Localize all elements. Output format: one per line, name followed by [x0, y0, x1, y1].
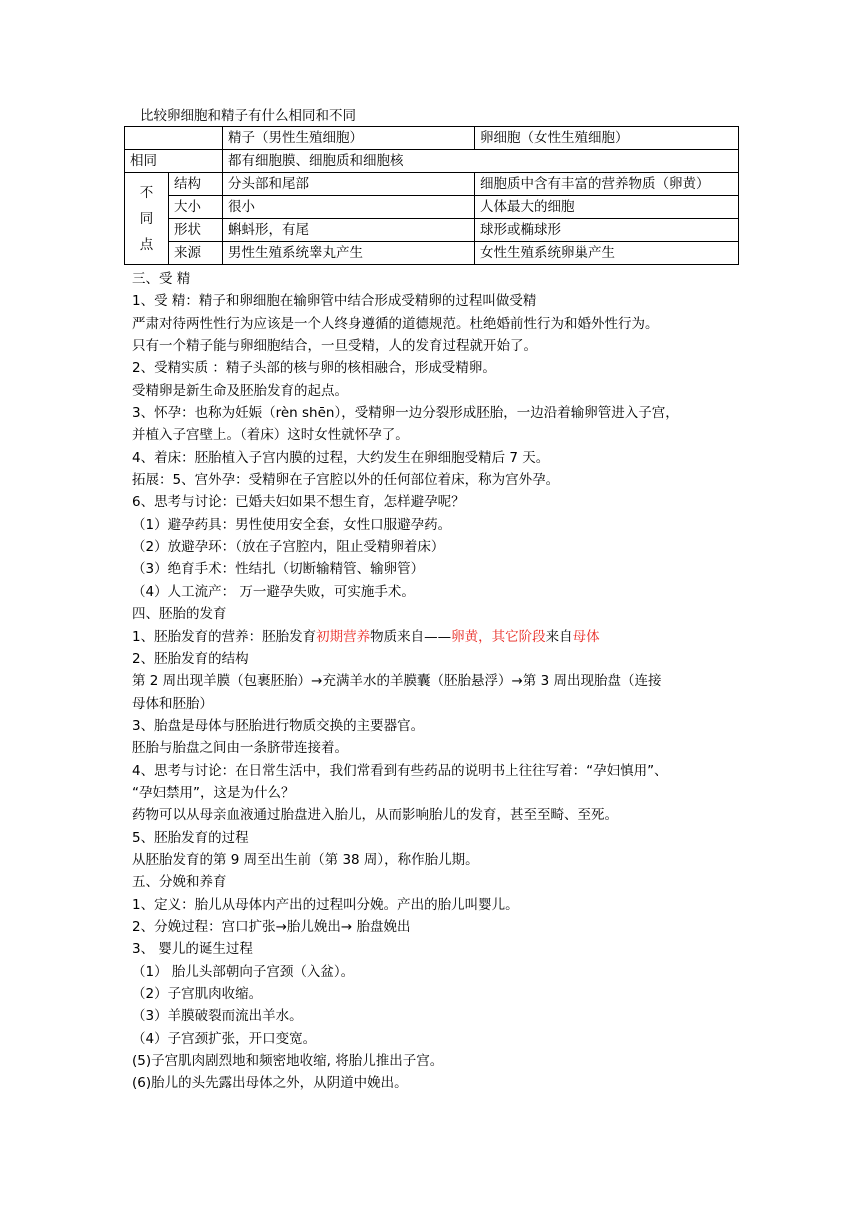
sperm-cell: 男性生殖系统睾丸产生: [223, 242, 475, 265]
text-line: 母体和胚胎）: [132, 695, 213, 712]
egg-cell: 女性生殖系统卵巢产生: [475, 242, 739, 265]
highlight-text: 初期营养: [316, 628, 371, 645]
aspect-cell: 大小: [169, 196, 223, 219]
text-line: 2、受精实质 ：精子头部的核与卵的核相融合，形成受精卵。: [132, 360, 496, 377]
text-line: （3）绝育手术：性结扎（切断输精管、输卵管）: [132, 561, 425, 578]
same-label: 相同: [125, 150, 223, 173]
text-span: 来自: [545, 628, 573, 645]
text-line: 4、着床：胚胎植入子宫内膜的过程，大约发生在卵细胞受精后 7 天。: [132, 449, 550, 466]
text-line: 3、胎盘是母体与胚胎进行物质交换的主要器官。: [132, 717, 425, 734]
text-line: （2）放避孕环：（放在子宫腔内，阻止受精卵着床）: [132, 539, 445, 556]
egg-cell: 球形或椭球形: [475, 219, 739, 242]
comparison-table: [124, 126, 739, 265]
header-egg: 卵细胞（女性生殖细胞）: [475, 127, 739, 150]
text-line: 三、受 精: [132, 271, 191, 287]
highlight-text: 卵黄，其它阶段: [451, 628, 546, 645]
text-line: 6、思考与讨论：已婚夫妇如果不想生育，怎样避孕呢？: [132, 494, 465, 511]
text-line: （4）子宫颈扩张，开口变宽。: [132, 1030, 317, 1047]
text-line: 3、 婴儿的诞生过程: [132, 941, 253, 958]
table-row: [125, 219, 739, 242]
text-span: 物质来自——: [370, 628, 452, 645]
egg-cell: 细胞质中含有丰富的营养物质（卵黄）: [475, 173, 739, 196]
text-line: 2、胚胎发育的结构: [132, 650, 249, 667]
text-line: (6)胎儿的头先露出母体之外，从阴道中娩出。: [132, 1075, 408, 1092]
text-line: 1、定义：胎儿从母体内产出的过程叫分娩。产出的胎儿叫婴儿。: [132, 896, 519, 913]
table-row: [125, 173, 739, 196]
text-line: 胚胎与胎盘之间由一条脐带连接着。: [132, 740, 348, 757]
header-sperm: 精子（男性生殖细胞）: [223, 127, 475, 150]
table-header-row: [125, 127, 739, 150]
text-line: 第 2 周出现羊膜（包裹胚胎）→充满羊水的羊膜囊（胚胎悬浮）→第 3 周出现胎盘（连接: [132, 673, 662, 690]
text-line: 拓展：5、宫外孕：受精卵在子宫腔以外的任何部位着床，称为宫外孕。: [132, 472, 560, 489]
diff-label: [125, 173, 169, 265]
highlight-text: 母体: [572, 628, 600, 645]
text-line: 4、思考与讨论：在日常生活中，我们常看到有些药品的说明书上往往写着：“孕妇慎用”、: [132, 762, 668, 779]
table-caption: 比较卵细胞和精子有什么相同和不同: [140, 108, 356, 124]
text-line: 并植入子宫壁上。（着床）这时女性就怀孕了。: [132, 427, 409, 444]
same-value: 都有细胞膜、细胞质和细胞核: [223, 150, 739, 173]
text-line: “孕妇禁用”，这是为什么？: [132, 784, 295, 801]
text-span: 1、胚胎发育的营养：胚胎发育: [132, 628, 317, 645]
text-line: 3、怀孕：也称为妊娠（rèn shēn），受精卵一边分裂形成胚胎，一边沿着输卵管进入子宫，: [132, 405, 679, 422]
text-line: （2）子宫肌肉收缩。: [132, 986, 263, 1002]
aspect-cell: 来源: [169, 242, 223, 265]
text-line: 从胚胎发育的第 9 周至出生前（第 38 周），称作胎儿期。: [132, 851, 479, 868]
text-line: （3）羊膜破裂而流出羊水。: [132, 1008, 303, 1025]
diff-label-text: 不同点: [139, 184, 154, 253]
text-line: 5、胚胎发育的过程: [132, 829, 249, 846]
text-line: （4）人工流产： 万一避孕失败，可实施手术。: [132, 583, 415, 600]
text-line: 2、分娩过程：宫口扩张→胎儿娩出→ 胎盘娩出: [132, 918, 411, 935]
table-row-same: [125, 150, 739, 173]
text-line: 药物可以从母亲血液通过胎盘进入胎儿，从而影响胎儿的发育，甚至至畸、至死。: [132, 807, 618, 824]
table-corner-cell: [125, 127, 223, 150]
table-row: [125, 242, 739, 265]
table-row: [125, 196, 739, 219]
text-line: 受精卵是新生命及胚胎发育的起点。: [132, 382, 348, 399]
text-line: 严肃对待两性性行为应该是一个人终身遵循的道德规范。杜绝婚前性行为和婚外性行为。: [132, 315, 659, 332]
sperm-cell: 蝌蚪形，有尾: [223, 219, 475, 242]
text-line: （1） 胎儿头部朝向子宫颈（入盆）。: [132, 963, 355, 980]
body-text: [132, 268, 732, 1095]
text-line: 四、胚胎的发育: [132, 606, 227, 623]
sperm-cell: 分头部和尾部: [223, 173, 475, 196]
text-line: [132, 626, 732, 648]
aspect-cell: 形状: [169, 219, 223, 242]
text-line: 五、分娩和养育: [132, 874, 227, 891]
text-line: （1）避孕药具：男性使用安全套，女性口服避孕药。: [132, 516, 452, 533]
aspect-cell: 结构: [169, 173, 223, 196]
sperm-cell: 很小: [223, 196, 475, 219]
text-line: 只有一个精子能与卵细胞结合，一旦受精，人的发育过程就开始了。: [132, 338, 537, 355]
text-line: (5)子宫肌肉剧烈地和频密地收缩, 将胎儿推出子宫。: [132, 1053, 444, 1070]
text-line: 1、受 精：精子和卵细胞在输卵管中结合形成受精卵的过程叫做受精: [132, 293, 537, 310]
egg-cell: 人体最大的细胞: [475, 196, 739, 219]
